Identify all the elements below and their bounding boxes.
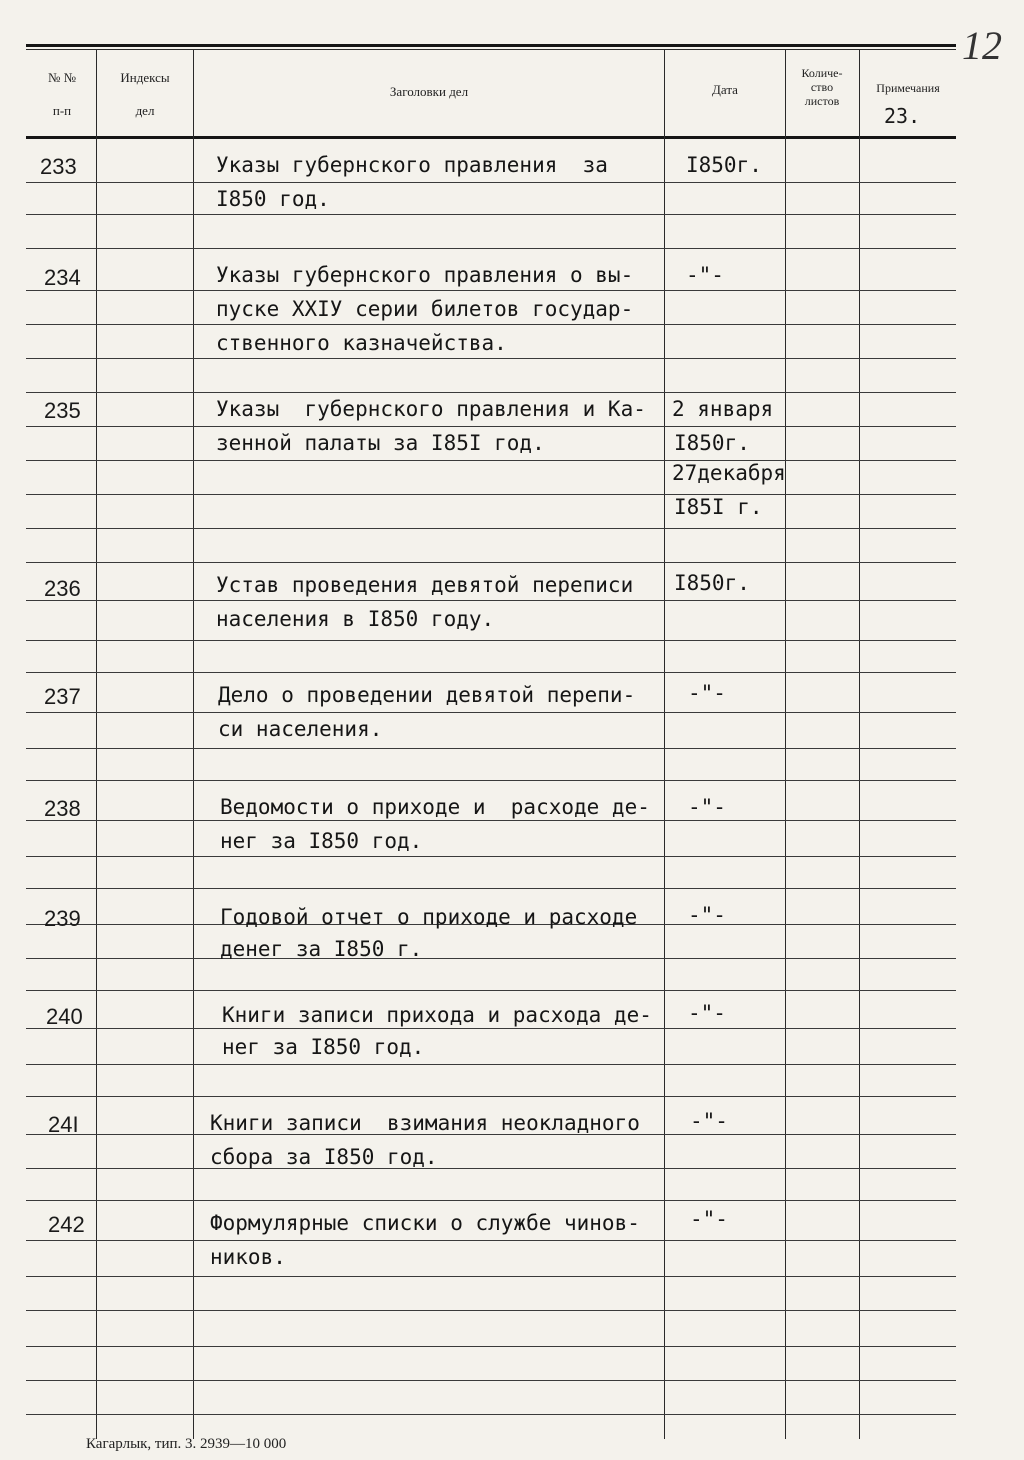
row-date: -"- [686,263,724,287]
ruled-line [26,990,956,991]
ruled-line [26,672,956,673]
printer-imprint: Кагарлык, тип. 3. 2939—10 000 [86,1436,287,1452]
col-divider-date [785,49,786,1439]
row-title-line: нег за I850 год. [220,829,423,853]
ruled-line [26,460,956,461]
row-title-line: ников. [210,1245,286,1269]
header-sheets-line1: Количе- [801,66,843,80]
header-num-line2: п-п [52,103,72,118]
ruled-line [26,640,956,641]
ruled-line [26,248,956,249]
top-rule-inner [26,49,956,50]
col-divider-index [193,49,194,1439]
row-number: 234 [44,265,81,290]
header-num-line1: № № [47,70,77,85]
row-title-line: Годовой отчет о приходе и расходе [220,905,638,929]
row-title-line: Указы губернского правления о вы- [216,263,634,287]
ruled-line [26,528,956,529]
row-date: 27декабря [672,461,786,485]
row-title-line: I850 год. [216,187,330,211]
row-number: 235 [44,398,81,423]
row-number: 242 [48,1212,85,1237]
row-title-line: Книги записи прихода и расхода де- [222,1003,652,1027]
header-titles: Заголовки дел [389,84,469,99]
header-num [30,70,94,118]
header-sheets-line3: листов [804,94,840,108]
row-date: -"- [690,1207,728,1231]
header-notes: Примечания [876,81,940,95]
row-number: 237 [44,684,81,709]
row-title-line: Устав проведения девятой переписи [216,573,634,597]
row-title-line: Указы губернского правления и Ка- [216,397,646,421]
header-bottom-rule [26,136,956,139]
row-date: I850г. [674,431,750,455]
row-title-line: си населения. [218,717,383,741]
row-date: -"- [690,1109,728,1133]
header-index-line1: Индексы [120,70,170,85]
ruled-line [26,1380,956,1381]
page-number: 12 [962,23,1002,68]
row-title-line: Формулярные списки о службе чинов- [210,1211,640,1235]
ruled-line [26,494,956,495]
col-divider-sheets [859,49,860,1439]
row-title-line: пуске XXIУ серии билетов государ- [216,297,634,321]
row-date: 2 января [672,397,774,421]
ruled-line [26,780,956,781]
ruled-line [26,748,956,749]
col-divider-num [96,49,97,1439]
col-divider-title [664,49,665,1439]
ruled-line [26,1168,956,1169]
header-sheets [786,66,858,108]
ruled-line [26,1346,956,1347]
row-title-line: ственного казначейства. [216,331,507,355]
row-title-line: зенной палаты за I85I год. [216,431,545,455]
row-date: I850г. [674,571,750,595]
row-number: 240 [46,1004,83,1029]
row-number: 233 [40,154,77,179]
row-date: -"- [688,681,726,705]
ruled-line [26,1240,956,1241]
row-title-line: денег за I850 г. [220,937,423,961]
notes-value: 23. [884,104,921,128]
ruled-line [26,958,956,959]
ruled-line [26,1414,956,1415]
header-date: Дата [712,82,738,97]
top-rule [26,44,956,47]
ruled-line [26,214,956,215]
ruled-line [26,888,956,889]
ruled-line [26,1200,956,1201]
row-date: I850г. [686,153,762,177]
row-date: -"- [688,903,726,927]
row-number: 239 [44,906,81,931]
row-title-line: Книги записи взимания неокладного [210,1111,640,1135]
ruled-line [26,1310,956,1311]
row-date: -"- [688,795,726,819]
row-title-line: Дело о проведении девятой перепи- [218,683,636,707]
row-number: 238 [44,796,81,821]
ruled-line [26,712,956,713]
header-sheets-line2: ство [810,80,834,94]
row-title-line: сбора за I850 год. [210,1145,438,1169]
header-index-line2: дел [135,103,155,118]
row-title-line: нег за I850 год. [222,1035,425,1059]
row-number: 236 [44,576,81,601]
ruled-line [26,562,956,563]
header-index [98,70,192,118]
row-date: I85I г. [674,495,763,519]
row-date: -"- [688,1001,726,1025]
row-title-line: населения в I850 году. [216,607,495,631]
ruled-line [26,1276,956,1277]
row-title-line: Ведомости о приходе и расходе де- [220,795,650,819]
ruled-line [26,856,956,857]
ruled-line [26,182,956,183]
row-number: 24I [48,1112,79,1137]
ruled-line [26,1096,956,1097]
row-title-line: Указы губернского правления за [216,153,608,177]
ruled-line [26,1064,956,1065]
